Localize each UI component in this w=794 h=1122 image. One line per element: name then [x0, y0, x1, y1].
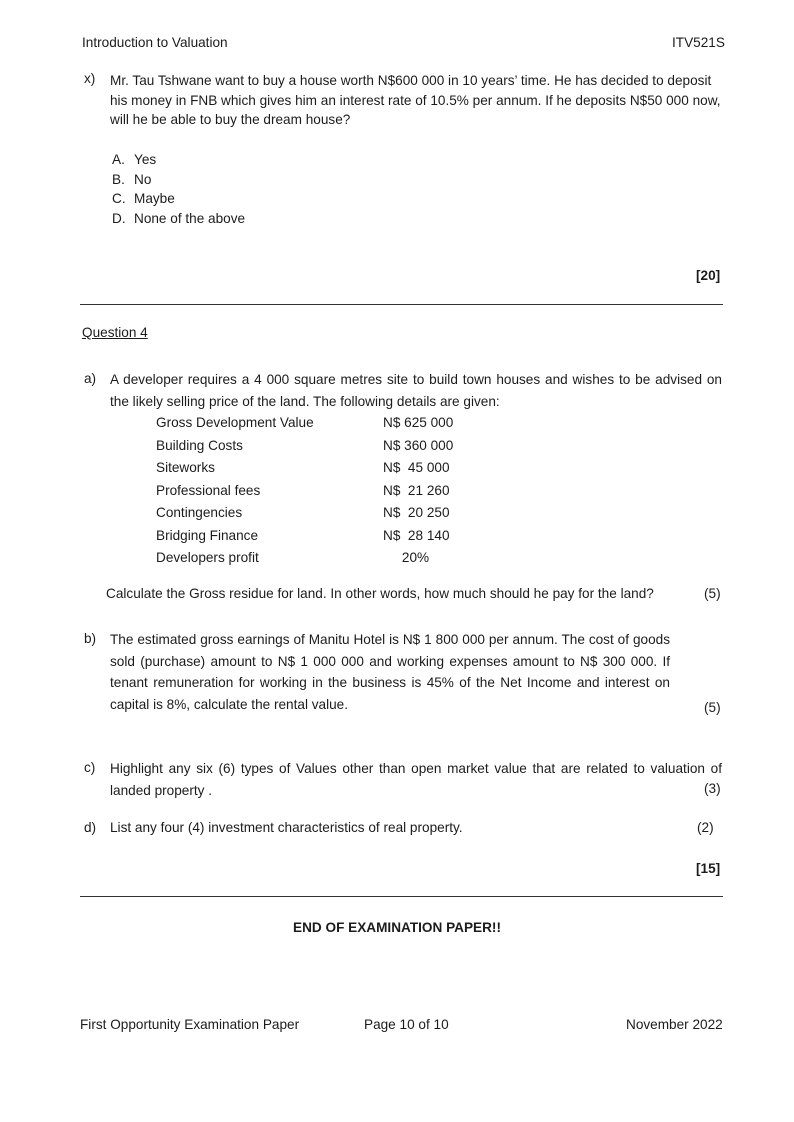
question-4-total-marks: [15] [696, 861, 721, 876]
part-b-letter: b) [84, 631, 97, 646]
part-d-marks: (2) [697, 820, 714, 835]
option-letter: C. [112, 191, 126, 206]
course-code: ITV521S [672, 35, 725, 50]
table-row [0, 525, 794, 548]
section-marks: [20] [696, 268, 721, 283]
development-details-table [0, 412, 794, 570]
question-x-text: Mr. Tau Tshwane want to buy a house worth N$600 000 in 10 years’ time. He has decided to deposit his money in FNB which gives him an interest rate of 10.5% per annum. If he deposits N$50 000 now, will he be able to buy the dream house? [110, 73, 721, 127]
option-text: No [134, 171, 152, 187]
table-row [0, 480, 794, 503]
detail-value: 20% [383, 550, 430, 565]
part-d-text: List any four (4) investment characteristics of real property. [110, 820, 463, 835]
course-title: Introduction to Valuation [82, 35, 228, 50]
detail-label: Building Costs [156, 437, 243, 453]
part-c-marks: (3) [704, 781, 721, 796]
table-row [0, 412, 794, 435]
detail-value: N$ 625 000 [383, 415, 454, 430]
detail-value: N$ 28 140 [383, 527, 450, 543]
part-a-text: A developer requires a 4 000 square metres site to build town houses and wishes to be advised on the likely selling price of the land. The following details are given: [110, 372, 722, 409]
part-a-marks: (5) [704, 586, 721, 601]
detail-value: N$ 45 000 [383, 460, 450, 475]
footer-date: November 2022 [626, 1017, 723, 1032]
detail-value: N$ 360 000 [383, 437, 454, 453]
option-text: None of the above [134, 210, 246, 226]
part-c-letter: c) [84, 760, 96, 775]
option-b [112, 170, 245, 190]
detail-label: Bridging Finance [156, 527, 259, 543]
section-divider [80, 304, 723, 305]
part-a-letter: a) [84, 371, 97, 386]
table-row [0, 502, 794, 525]
detail-label: Siteworks [156, 460, 215, 475]
option-letter: B. [112, 171, 125, 187]
option-a [112, 150, 245, 170]
table-row [0, 457, 794, 480]
question-x-number: x) [84, 71, 96, 86]
detail-label: Professional fees [156, 482, 261, 498]
part-c-text: Highlight any six (6) types of Values other than open market value that are related to valuation of landed property . [110, 761, 722, 798]
option-c [112, 189, 245, 209]
detail-label: Gross Development Value [156, 415, 314, 430]
end-of-paper: END OF EXAMINATION PAPER!! [293, 920, 501, 935]
detail-value: N$ 21 260 [383, 482, 450, 498]
option-text: Maybe [134, 191, 175, 206]
question-4-title: Question 4 [82, 325, 148, 340]
part-a-question: Calculate the Gross residue for land. In other words, how much should he pay for the land? [106, 586, 654, 601]
part-b-text: The estimated gross earnings of Manitu Hotel is N$ 1 800 000 per annum. The cost of goods sold (purchase) amount to N$ 1 000 000 and working expenses amount to N$ 300 000. If tenant remuneration for working in the business is 45% of the Net Income and interest on capital is 8%, calculate the rental value. [110, 632, 670, 712]
footer-exam-type: First Opportunity Examination Paper [80, 1017, 300, 1032]
detail-label: Developers profit [156, 550, 259, 565]
option-d [112, 209, 245, 229]
end-divider [80, 896, 723, 897]
table-row [0, 547, 794, 570]
option-letter: D. [112, 210, 126, 226]
question-x-options [112, 150, 245, 228]
table-row [0, 435, 794, 458]
part-b-marks: (5) [704, 700, 721, 715]
option-text: Yes [134, 152, 157, 167]
detail-value: N$ 20 250 [383, 505, 450, 520]
part-d-letter: d) [84, 820, 97, 835]
detail-label: Contingencies [156, 505, 243, 520]
footer-page-number: Page 10 of 10 [364, 1017, 449, 1032]
option-letter: A. [112, 152, 125, 167]
